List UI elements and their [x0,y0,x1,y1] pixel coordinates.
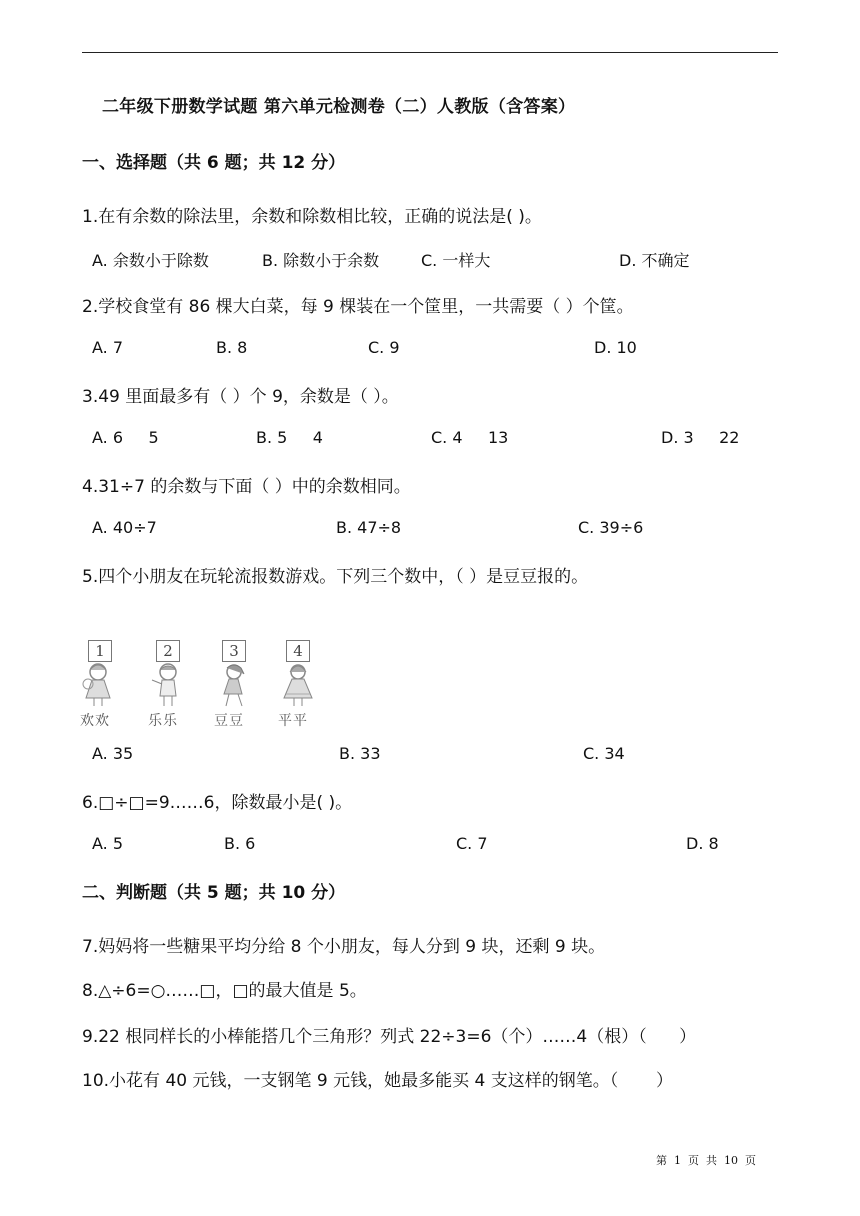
q3-option-b: B. 5 4 [256,428,323,447]
kid-figure-4 [280,640,320,732]
question-10: 10.小花有 40 元钱，一支钢笔 9 元钱，她最多能买 4 支这样的钢笔。（ ） [82,1071,674,1091]
section-choice-heading: 一、选择题（共 6 题；共 12 分） [82,153,346,173]
question-3: 3.49 里面最多有（ ）个 9，余数是（ ）。 [82,387,399,407]
q5-option-c: C. 34 [583,744,625,763]
question-4: 4.31÷7 的余数与下面（ ）中的余数相同。 [82,477,411,497]
section-judgment-heading: 二、判断题（共 5 题；共 10 分） [82,883,346,903]
kid-number-box: 3 [222,640,246,662]
kid-number-box: 1 [88,640,112,662]
girl-drawing-icon [82,662,118,708]
question-6: 6.□÷□=9……6，除数最小是( )。 [82,793,353,813]
boy-drawing-icon [150,662,186,708]
q6-option-d: D. 8 [686,834,719,853]
kid-name: 豆豆 [214,713,244,729]
q4-option-c: C. 39÷6 [578,518,644,537]
q3-option-c: C. 4 13 [431,428,509,447]
q1-option-a: A. 余数小于除数 [92,251,209,270]
question-8: 8.△÷6=○……□，□的最大值是 5。 [82,981,367,1001]
question-7: 7.妈妈将一些糖果平均分给 8 个小朋友，每人分到 9 块，还剩 9 块。 [82,937,606,957]
q1-option-c: C. 一样大 [421,251,491,270]
page-title: 二年级下册数学试题 第六单元检测卷（二）人教版（含答案） [102,97,576,117]
girl-drawing-icon [280,662,316,708]
question-2: 2.学校食堂有 86 棵大白菜，每 9 棵装在一个筐里，一共需要（ ）个筐。 [82,297,634,317]
kid-name: 乐乐 [148,713,178,729]
q2-option-d: D. 10 [594,338,637,357]
q2-option-a: A. 7 [92,338,124,357]
counting-game-figure [80,640,320,732]
kid-figure-3 [216,640,256,732]
q1-option-b: B. 除数小于余数 [262,251,380,270]
question-5: 5.四个小朋友在玩轮流报数游戏。下列三个数中，（ ）是豆豆报的。 [82,567,589,587]
q2-option-c: C. 9 [368,338,400,357]
q5-option-a: A. 35 [92,744,134,763]
q3-option-a: A. 6 5 [92,428,159,447]
question-1: 1.在有余数的除法里，余数和除数相比较，正确的说法是( )。 [82,207,542,227]
q3-option-d: D. 3 22 [661,428,740,447]
kid-figure-2 [150,640,190,732]
girl-drawing-icon [216,662,252,708]
q6-option-a: A. 5 [92,834,124,853]
kid-name: 欢欢 [80,713,110,729]
kid-name: 平平 [278,713,308,729]
q6-option-c: C. 7 [456,834,488,853]
q4-option-b: B. 47÷8 [336,518,402,537]
kid-number-box: 4 [286,640,310,662]
q5-option-b: B. 33 [339,744,381,763]
q4-option-a: A. 40÷7 [92,518,157,537]
question-9: 9.22 根同样长的小棒能搭几个三角形？列式 22÷3=6（个）……4（根）（ ） [82,1027,697,1047]
q1-option-d: D. 不确定 [619,251,690,270]
page-number: 第 1 页 共 10 页 [656,1154,756,1167]
header-rule [82,52,778,53]
q6-option-b: B. 6 [224,834,256,853]
kid-number-box: 2 [156,640,180,662]
q2-option-b: B. 8 [216,338,248,357]
kid-figure-1 [82,640,122,732]
